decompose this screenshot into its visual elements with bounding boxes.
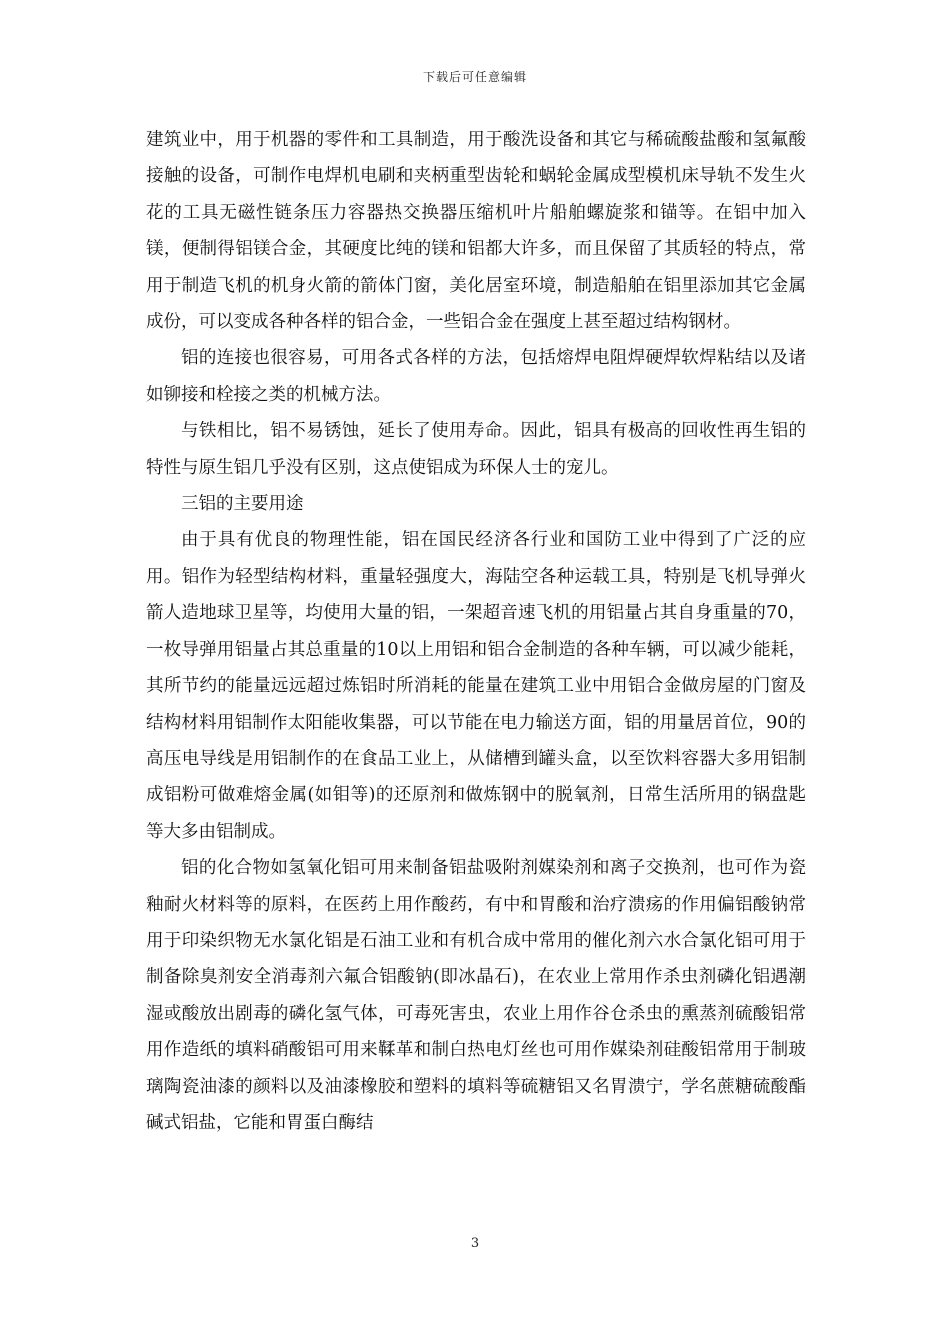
section-heading: 三铝的主要用途 [181, 494, 304, 515]
page-header: 下载后可任意编辑 [422, 70, 527, 84]
document-body [146, 122, 806, 1141]
paragraph-5: 铝的化合物如氢氧化铝可用来制备铝盐吸附剂媒染剂和离子交换剂，也可作为瓷釉耐火材料等的原料，在医药上用作酸药，有中和胃酸和治疗溃疡的作用偏铝酸钠常用于印染织物无水氯化铝是石油工业和有机合成中常用的催化剂六水合氯化铝可用于制备除臭剂安全消毒剂六氟合铝酸钠(即冰晶石)，在农业上常用作杀虫剂磷化铝遇潮湿或酸放出剧毒的磷化氢气体，可毒死害虫，农业上用作谷仓杀虫的熏蒸剂硫酸铝常用作造纸的填料硝酸铝可用来鞣革和制白热电灯丝也可用作媒染剂硅酸铝常用于制玻璃陶瓷油漆的颜料以及油漆橡胶和塑料的填料等硫糖铝又名胃溃宁，学名蔗糖硫酸酯碱式铝盐，它能和胃蛋白酶结 [146, 858, 806, 1133]
paragraph-3: 与铁相比，铝不易锈蚀，延长了使用寿命。因此，铝具有极高的回收性再生铝的特性与原生铝几乎没有区别，这点使铝成为环保人士的宠儿。 [146, 421, 806, 478]
paragraph-2: 铝的连接也很容易，可用各式各样的方法，包括熔焊电阻焊硬焊软焊粘结以及诸如铆接和栓接之类的机械方法。 [146, 348, 806, 405]
paragraph-1: 建筑业中，用于机器的零件和工具制造，用于酸洗设备和其它与稀硫酸盐酸和氢氟酸接触的设备，可制作电焊机电刷和夹柄重型齿轮和蜗轮金属成型模机床导轨不发生火花的工具无磁性链条压力容器热交换器压缩机叶片船舶螺旋浆和锚等。在铝中加入镁，便制得铝镁合金，其硬度比纯的镁和铝都大许多，而且保留了其质轻的特点，常用于制造飞机的机身火箭的箭体门窗，美化居室环境，制造船舶在铝里添加其它金属成份，可以变成各种各样的铝合金，一些铝合金在强度上甚至超过结构钢材。 [146, 130, 806, 333]
paragraph-4: 由于具有优良的物理性能，铝在国民经济各行业和国防工业中得到了广泛的应用。铝作为轻型结构材料，重量轻强度大，海陆空各种运载工具，特别是飞机导弹火箭人造地球卫星等，均使用大量的铝，一架超音速飞机的用铝量占其自身重量的70，一枚导弹用铝量占其总重量的10以上用铝和铝合金制造的各种车辆，可以减少能耗，其所节约的能量远远超过炼铝时所消耗的能量在建筑工业中用铝合金做房屋的门窗及结构材料用铝制作太阳能收集器，可以节能在电力输送方面，铝的用量居首位，90的高压电导线是用铝制作的在食品工业上，从储槽到罐头盒，以至饮料容器大多用铝制成铝粉可做难熔金属(如钼等)的还原剂和做炼钢中的脱氧剂，日常生活所用的锅盘匙等大多由铝制成。 [146, 530, 806, 842]
page-number: 3 [470, 1236, 480, 1251]
